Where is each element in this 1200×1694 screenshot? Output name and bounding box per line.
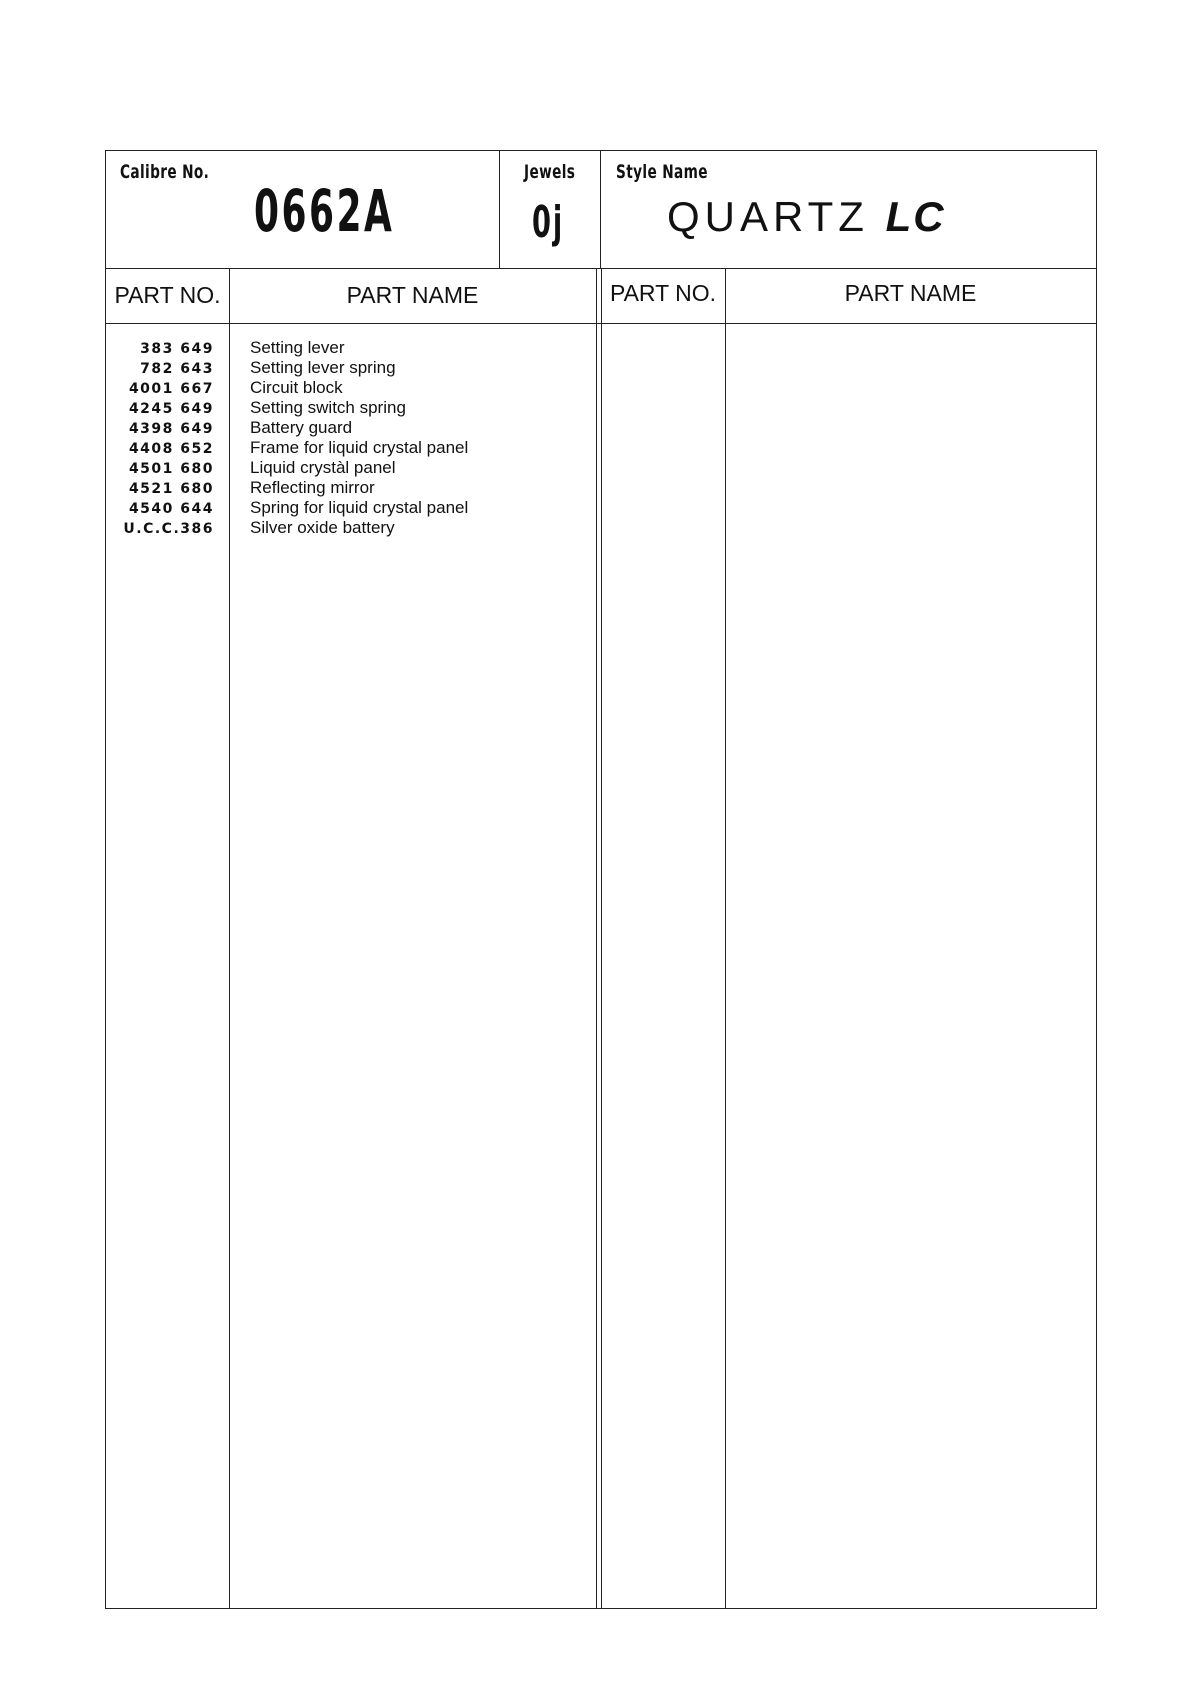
part-number: 4521 680 [128, 481, 214, 497]
right-part-name-header: PART NAME [844, 280, 977, 306]
style-name-label: Style Name [616, 161, 708, 183]
part-number-column [106, 341, 214, 561]
jewels-value: 0j [532, 197, 565, 248]
part-number: 4001 667 [128, 381, 214, 397]
part-number: 782 643 [140, 361, 214, 377]
right-part-no-header: PART NO. [609, 280, 717, 306]
part-name: Liquid crystàl panel [250, 458, 396, 477]
center-divider-b [601, 268, 602, 1608]
right-partno-divider [725, 268, 726, 1608]
part-name: Setting lever spring [250, 358, 396, 377]
calibre-jewels-divider [499, 151, 500, 268]
part-name: Battery guard [250, 418, 353, 437]
part-name-column [250, 338, 590, 558]
calibre-value: 0662A [254, 177, 395, 245]
center-divider-a [596, 268, 597, 1608]
part-number: 4408 652 [128, 441, 214, 457]
left-part-no-header: PART NO. [114, 282, 221, 308]
part-name: Spring for liquid crystal panel [250, 498, 469, 517]
part-number: 383 649 [140, 341, 214, 357]
parts-sheet [105, 150, 1097, 1609]
part-number: 4398 649 [128, 421, 214, 437]
part-number: 4245 649 [128, 401, 214, 417]
part-name: Circuit block [250, 378, 343, 397]
part-name: Setting switch spring [250, 398, 406, 417]
jewels-style-divider [600, 151, 601, 268]
left-part-name-header: PART NAME [346, 282, 479, 308]
style-name-value [667, 193, 946, 241]
part-name: Setting lever [250, 338, 345, 357]
part-name: Silver oxide battery [250, 518, 395, 537]
part-name: Reflecting mirror [250, 478, 375, 497]
style-name-main: QUARTZ [667, 193, 869, 240]
calibre-label: Calibre No. [120, 161, 210, 183]
part-number: 4501 680 [128, 461, 214, 477]
part-number: 4540 644 [128, 501, 214, 517]
left-partno-divider [229, 268, 230, 1608]
part-name: Frame for liquid crystal panel [250, 438, 469, 457]
jewels-label: Jewels [524, 161, 576, 183]
part-number: U.C.C.386 [123, 521, 214, 537]
style-name-suffix: LC [885, 193, 946, 240]
